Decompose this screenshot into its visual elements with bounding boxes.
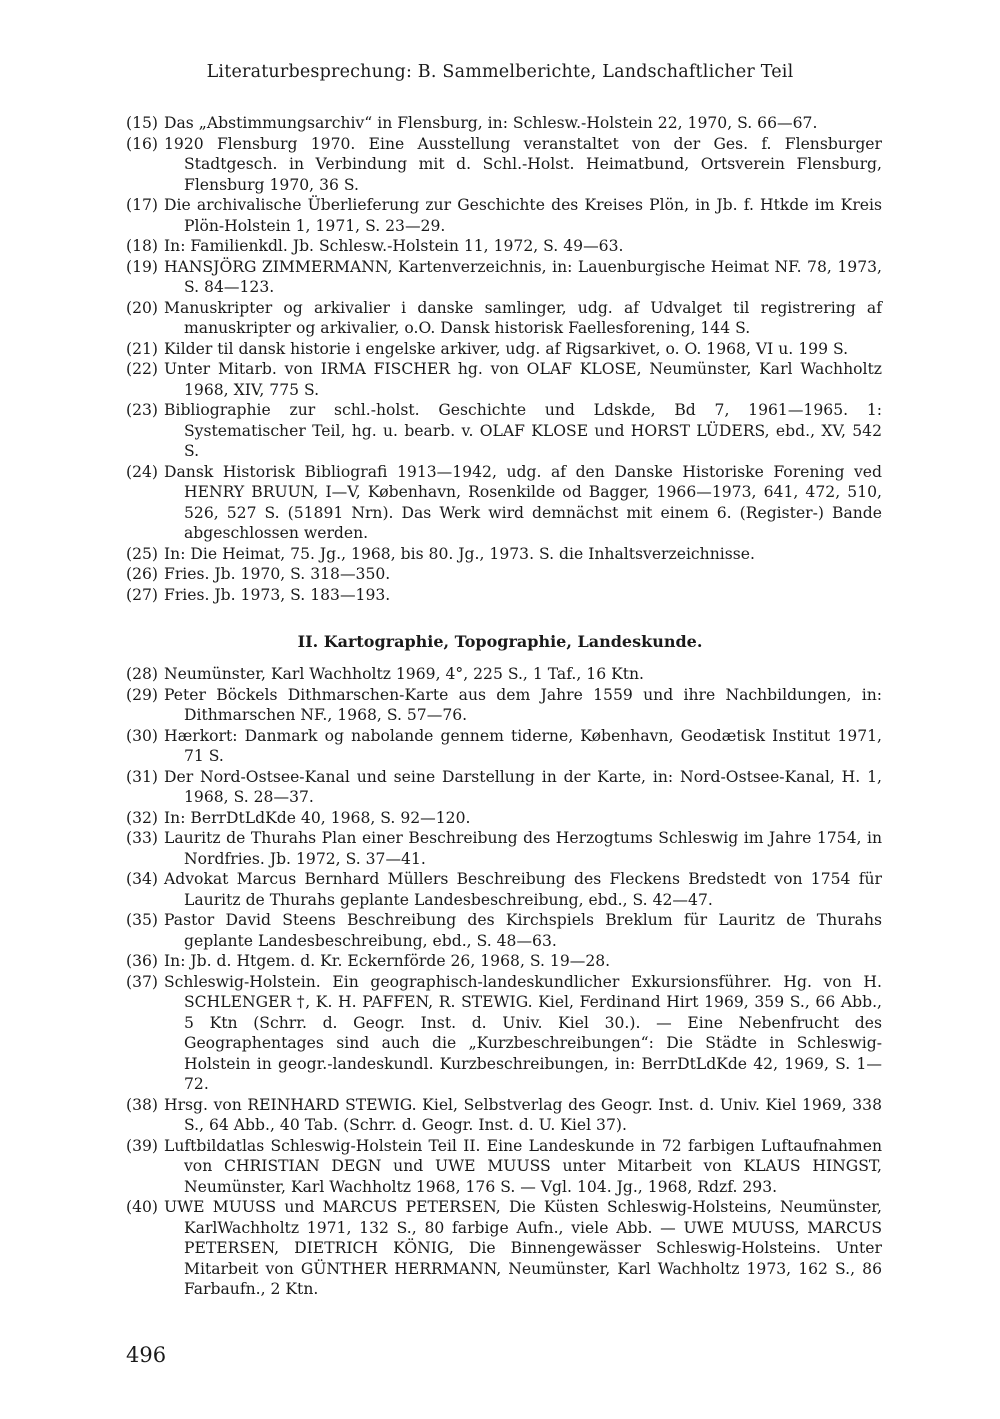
footnote-text: HANSJÖRG ZIMMERMANN, Kartenverzeichnis, in: Lauenburgische Heimat NF. 78, 1973, S. 84—123. [164, 257, 882, 296]
footnote-text: Fries. Jb. 1970, S. 318—350. [164, 565, 391, 583]
footnote-number: (34) [126, 870, 159, 888]
footnote-number: (30) [126, 726, 159, 745]
footnote-entry [126, 462, 882, 544]
footnote-text: Peter Böckels Dithmarschen-Karte aus dem Jahre 1559 und ihre Nachbildungen, in: Dithmarschen NF., 1968, S. 57—76. [164, 685, 882, 724]
footnote-number: (16) [126, 134, 159, 153]
footnote-entry [126, 972, 882, 1095]
footnote-number: (25) [126, 544, 159, 563]
footnote-text: Bibliographie zur schl.-holst. Geschichte und Ldskde, Bd 7, 1961—1965. 1: Systematischer Teil, hg. u. bearb. v. OLAF KLOSE und HORST LÜDERS, ebd., XV, 542 S. [164, 401, 882, 460]
running-header: Literaturbesprechung: B. Sammelberichte, Landschaftlicher Teil [206, 62, 794, 82]
footnote-text: Lauritz de Thurahs Plan einer Beschreibung des Herzogtums Schleswig im Jahre 1754, in Nordfries. Jb. 1972, S. 37—41. [164, 829, 882, 868]
footnote-number: (38) [126, 1095, 159, 1114]
footnote-entry [126, 1095, 882, 1136]
footnote-entry [126, 134, 882, 196]
footnote-text: In: Jb. d. Htgem. d. Kr. Eckernförde 26, 1968, S. 19—28. [164, 952, 611, 970]
footnote-number: (37) [126, 972, 159, 991]
footnote-number: (26) [126, 565, 159, 583]
footnote-number: (15) [126, 114, 159, 132]
footnote-number: (36) [126, 952, 159, 970]
footnote-entry [126, 951, 882, 972]
footnote-number: (39) [126, 1136, 159, 1155]
footnote-number: (24) [126, 462, 159, 481]
page-number: 496 [126, 1343, 167, 1367]
footnote-entry [126, 1197, 882, 1300]
footnote-number: (27) [126, 585, 159, 604]
footnote-number: (28) [126, 665, 159, 683]
footnote-text: Hrsg. von REINHARD STEWIG. Kiel, Selbstverlag des Geogr. Inst. d. Univ. Kiel 1969, 338 S., 64 Abb., 40 Tab. (Schrr. d. Geogr. Inst. d. U. Kiel 37). [164, 1095, 882, 1134]
footnote-entry [126, 236, 882, 257]
footnote-entry [126, 564, 882, 585]
footnote-list-part-1 [126, 113, 882, 605]
footnote-number: (33) [126, 829, 159, 847]
footnote-entry [126, 113, 882, 134]
footnote-number: (23) [126, 401, 159, 419]
footnote-entry [126, 726, 882, 767]
footnote-text: In: BerrDtLdKde 40, 1968, S. 92—120. [164, 808, 471, 827]
footnote-entry [126, 910, 882, 951]
footnote-text: Manuskripter og arkivalier i danske samlinger, udg. af Udvalget til registrering af manuskripter og arkivalier, o.O. Dansk historisk Faellesforening, 144 S. [164, 298, 882, 337]
footnote-text: In: Die Heimat, 75. Jg., 1968, bis 80. Jg., 1973. S. die Inhaltsverzeichnisse. [164, 544, 755, 563]
footnote-number: (21) [126, 339, 159, 358]
footnote-entry [126, 828, 882, 869]
footnote-entry [126, 1136, 882, 1198]
footnote-text: Dansk Historisk Bibliografi 1913—1942, udg. af den Danske Historiske Forening ved HENRY BRUUN, I—V, København, Rosenkilde od Bagger, 1966—1973, 641, 472, 510, 526, 527 S. (51891 Nrn). Das Werk wird demnächst mit einem 6. (Register-) Bande abgeschlossen werden. [164, 462, 882, 542]
footnote-entry [126, 298, 882, 339]
footnote-text: Kilder til dansk historie i engelske arkiver, udg. af Rigsarkivet, o. O. 1968, VI u. 199 S. [164, 339, 849, 358]
footnote-number: (18) [126, 237, 159, 255]
footnote-text: Neumünster, Karl Wachholtz 1969, 4°, 225 S., 1 Taf., 16 Ktn. [164, 665, 645, 683]
section-heading: II. Kartographie, Topographie, Landeskunde. [297, 632, 703, 651]
footnote-text: Hærkort: Danmark og nabolande gennem tiderne, København, Geodætisk Institut 1971, 71 S. [164, 726, 882, 765]
footnote-text: Das „Abstimmungsarchiv“ in Flensburg, in: Schlesw.-Holstein 22, 1970, S. 66—67. [164, 114, 818, 132]
footnote-entry [126, 257, 882, 298]
footnote-text: Luftbildatlas Schleswig-Holstein Teil II. Eine Landeskunde in 72 farbigen Luftaufnahmen von CHRISTIAN DEGN und UWE MUUSS unter Mitarbeit von KLAUS HINGST, Neumünster, Karl Wachholtz 1968, 176 S. — Vgl. 104. Jg., 1968, Rdzf. 293. [164, 1136, 882, 1196]
footnote-entry [126, 359, 882, 400]
footnote-text: Advokat Marcus Bernhard Müllers Beschreibung des Fleckens Bredstedt von 1754 für Lauritz de Thurahs geplante Landesbeschreibung, ebd., S. 42—47. [164, 870, 882, 909]
footnote-text: Fries. Jb. 1973, S. 183—193. [164, 585, 391, 604]
footnote-entry [126, 544, 882, 565]
footnote-number: (19) [126, 257, 159, 276]
footnote-entry [126, 664, 882, 685]
footnote-text: Pastor David Steens Beschreibung des Kirchspiels Breklum für Lauritz de Thurahs geplante Landesbeschreibung, ebd., S. 48—63. [164, 911, 882, 950]
footnote-entry [126, 400, 882, 462]
footnote-entry [126, 339, 882, 360]
footnote-text: Unter Mitarb. von IRMA FISCHER hg. von OLAF KLOSE, Neumünster, Karl Wachholtz 1968, XIV, 775 S. [164, 360, 882, 399]
footnote-entry [126, 869, 882, 910]
footnote-text: 1920 Flensburg 1970. Eine Ausstellung veranstaltet von der Ges. f. Flensburger Stadtgesch. in Verbindung mit d. Schl.-Holst. Heimatbund, Ortsverein Flensburg, Flensburg 1970, 36 S. [164, 134, 882, 194]
footnote-number: (35) [126, 911, 159, 929]
footnote-text: Schleswig-Holstein. Ein geographisch-landeskundlicher Exkursionsführer. Hg. von H. SCHLENGER †, K. H. PAFFEN, R. STEWIG. Kiel, Ferdinand Hirt 1969, 359 S., 66 Abb., 5 Ktn (Schrr. d. Geogr. Inst. d. Univ. Kiel 30.). — Eine Nebenfrucht des Geographentages sind auch die „Kurzbeschreibungen“: Die Städte in Schleswig-Holstein in geogr.-landeskundl. Kurzbeschreibungen, in: BerrDtLdKde 42, 1969, S. 1—72. [164, 972, 882, 1093]
footnote-number: (29) [126, 685, 159, 704]
footnote-text: In: Familienkdl. Jb. Schlesw.-Holstein 11, 1972, S. 49—63. [164, 237, 624, 255]
footnote-text: UWE MUUSS und MARCUS PETERSEN, Die Küsten Schleswig-Holsteins, Neumünster, KarlWachholtz 1971, 132 S., 80 farbige Aufn., viele Abb. — UWE MUUSS, MARCUS PETERSEN, DIETRICH KÖNIG, Die Binnengewässer Schleswig-Holsteins. Unter Mitarbeit von GÜNTHER HERRMANN, Neumünster, Karl Wachholtz 1973, 162 S., 86 Farbaufn., 2 Ktn. [164, 1198, 882, 1298]
footnote-entry [126, 808, 882, 829]
footnote-number: (40) [126, 1198, 159, 1216]
footnote-entry [126, 685, 882, 726]
footnote-entry [126, 767, 882, 808]
footnote-number: (22) [126, 360, 159, 378]
footnote-number: (32) [126, 808, 159, 827]
footnote-number: (31) [126, 767, 159, 786]
footnote-number: (20) [126, 298, 159, 317]
footnote-number: (17) [126, 196, 159, 214]
footnote-entry [126, 195, 882, 236]
footnote-text: Die archivalische Überlieferung zur Geschichte des Kreises Plön, in Jb. f. Htkde im Kreis Plön-Holstein 1, 1971, S. 23—29. [164, 196, 882, 235]
footnote-list-part-2 [126, 664, 882, 1300]
footnote-text: Der Nord-Ostsee-Kanal und seine Darstellung in der Karte, in: Nord-Ostsee-Kanal, H. 1, 1968, S. 28—37. [164, 767, 882, 806]
footnote-entry [126, 585, 882, 606]
